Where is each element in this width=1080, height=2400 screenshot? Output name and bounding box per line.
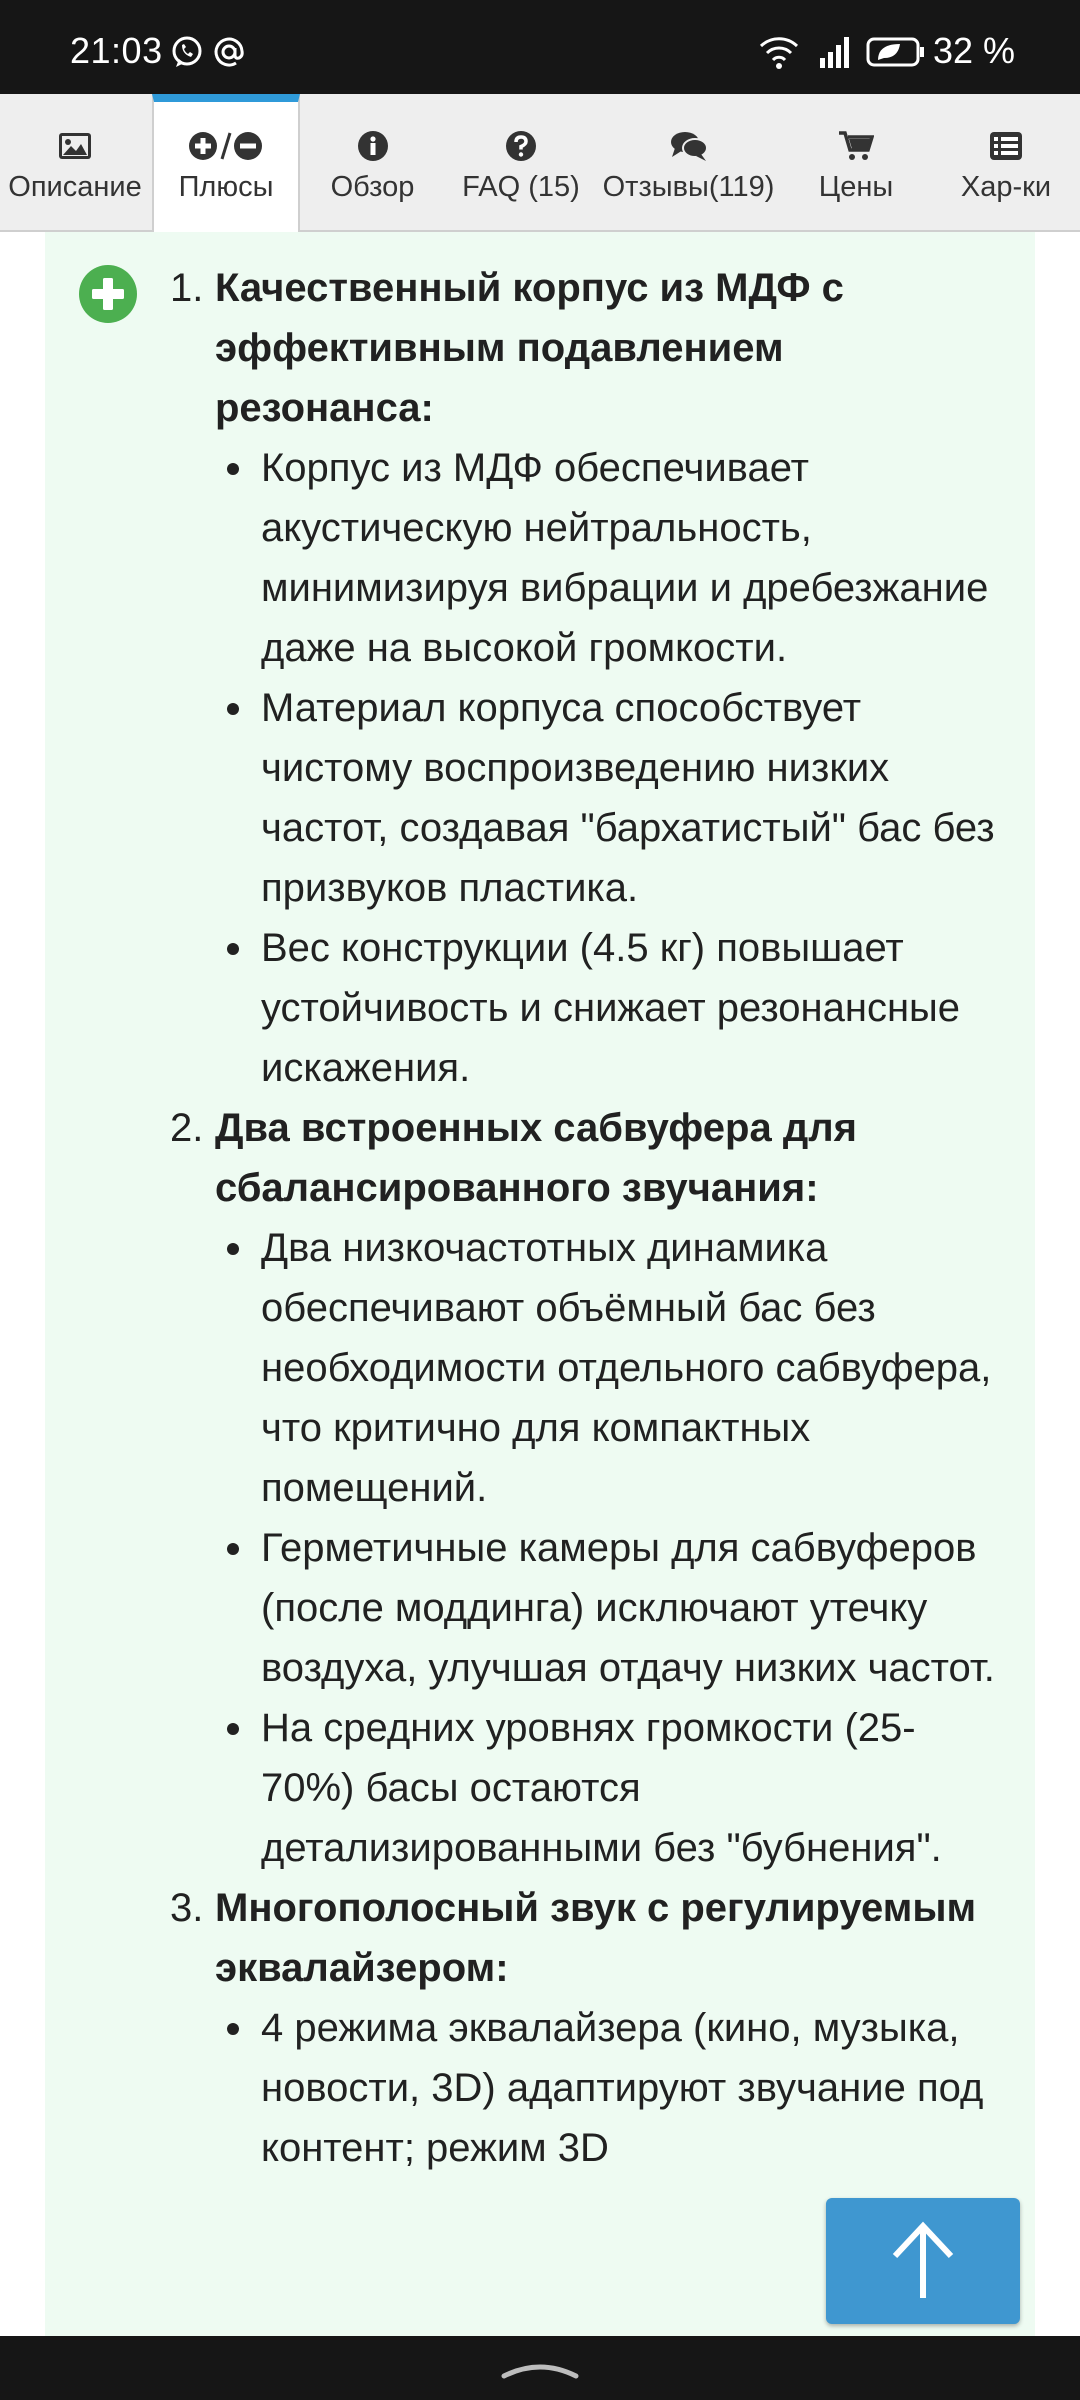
status-bar bbox=[0, 0, 1080, 94]
list-icon bbox=[989, 128, 1023, 164]
point-title: Два встроенных сабвуфера для сбалансированного звучания: bbox=[215, 1106, 857, 1210]
tab-description[interactable] bbox=[0, 94, 150, 230]
point-title: Многополосный звук с регулируемым эквалайзером: bbox=[215, 1886, 977, 1990]
pros-point bbox=[170, 1878, 1000, 1998]
chevron-up-icon[interactable] bbox=[500, 2354, 580, 2382]
back-to-top-button[interactable] bbox=[826, 2198, 1020, 2324]
image-icon bbox=[57, 128, 93, 164]
point-number: 1. bbox=[170, 266, 204, 310]
tab-label: Обзор bbox=[330, 171, 415, 203]
list-item: 4 режима эквалайзера (кино, музыка, новости, 3D) адаптируют звучание под контент; режим 3D bbox=[170, 1998, 1000, 2178]
list-item: Материал корпуса способствует чистому воспроизведению низких частот, создавая "бархатистый" бас без призвуков пластика. bbox=[170, 678, 1000, 918]
tab-label: FAQ (15) bbox=[462, 171, 580, 203]
battery-percent: 32 % bbox=[933, 30, 1016, 71]
whatsapp-icon bbox=[170, 34, 204, 70]
tab-label: Отзывы(119) bbox=[602, 171, 775, 203]
tab-prices[interactable] bbox=[780, 94, 932, 230]
tab-overview[interactable] bbox=[300, 94, 445, 230]
pros-list bbox=[170, 258, 1000, 2178]
pros-content bbox=[45, 232, 1035, 2336]
tab-bar bbox=[0, 94, 1080, 232]
tab-specs[interactable] bbox=[932, 94, 1080, 230]
point-title: Качественный корпус из МДФ с эффективным подавлением резонанса: bbox=[215, 266, 844, 430]
info-icon bbox=[357, 128, 389, 164]
tab-reviews[interactable] bbox=[597, 94, 780, 230]
list-item: Два низкочастотных динамика обеспечивают объёмный бас без необходимости отдельного сабвуфера, что критично для компактных помещений. bbox=[170, 1218, 1000, 1518]
comments-icon bbox=[670, 128, 708, 164]
list-item: Корпус из МДФ обеспечивает акустическую нейтральность, минимизируя вибрации и дребезжание даже на высокой громкости. bbox=[170, 438, 1000, 678]
plus-minus-icon bbox=[189, 128, 263, 164]
signal-icon bbox=[818, 34, 856, 70]
tab-label: Цены bbox=[818, 171, 894, 203]
list-item: На средних уровнях громкости (25-70%) басы остаются детализированными без "бубнения". bbox=[170, 1698, 1000, 1878]
list-item: Вес конструкции (4.5 кг) повышает устойчивость и снижает резонансные искажения. bbox=[170, 918, 1000, 1098]
tab-label: Описание bbox=[8, 171, 142, 203]
battery-icon bbox=[866, 34, 926, 70]
tab-pros[interactable] bbox=[152, 94, 300, 234]
tab-label: Хар-ки bbox=[960, 171, 1052, 203]
tab-label: Плюсы bbox=[178, 171, 274, 203]
point-number: 3. bbox=[170, 1886, 204, 1930]
wifi-icon bbox=[758, 34, 800, 70]
arrow-up-icon bbox=[889, 2220, 957, 2302]
cart-icon bbox=[838, 128, 874, 164]
navigation-bar bbox=[0, 2336, 1080, 2400]
plus-circle-icon bbox=[78, 264, 138, 324]
status-time: 21:03 bbox=[70, 30, 163, 71]
question-icon bbox=[505, 128, 537, 164]
point-number: 2. bbox=[170, 1106, 204, 1150]
tab-faq[interactable] bbox=[445, 94, 597, 230]
pros-point bbox=[170, 1098, 1000, 1218]
pros-point bbox=[170, 258, 1000, 438]
at-icon bbox=[212, 34, 246, 70]
list-item: Герметичные камеры для сабвуферов (после моддинга) исключают утечку воздуха, улучшая отдачу низких частот. bbox=[170, 1518, 1000, 1698]
